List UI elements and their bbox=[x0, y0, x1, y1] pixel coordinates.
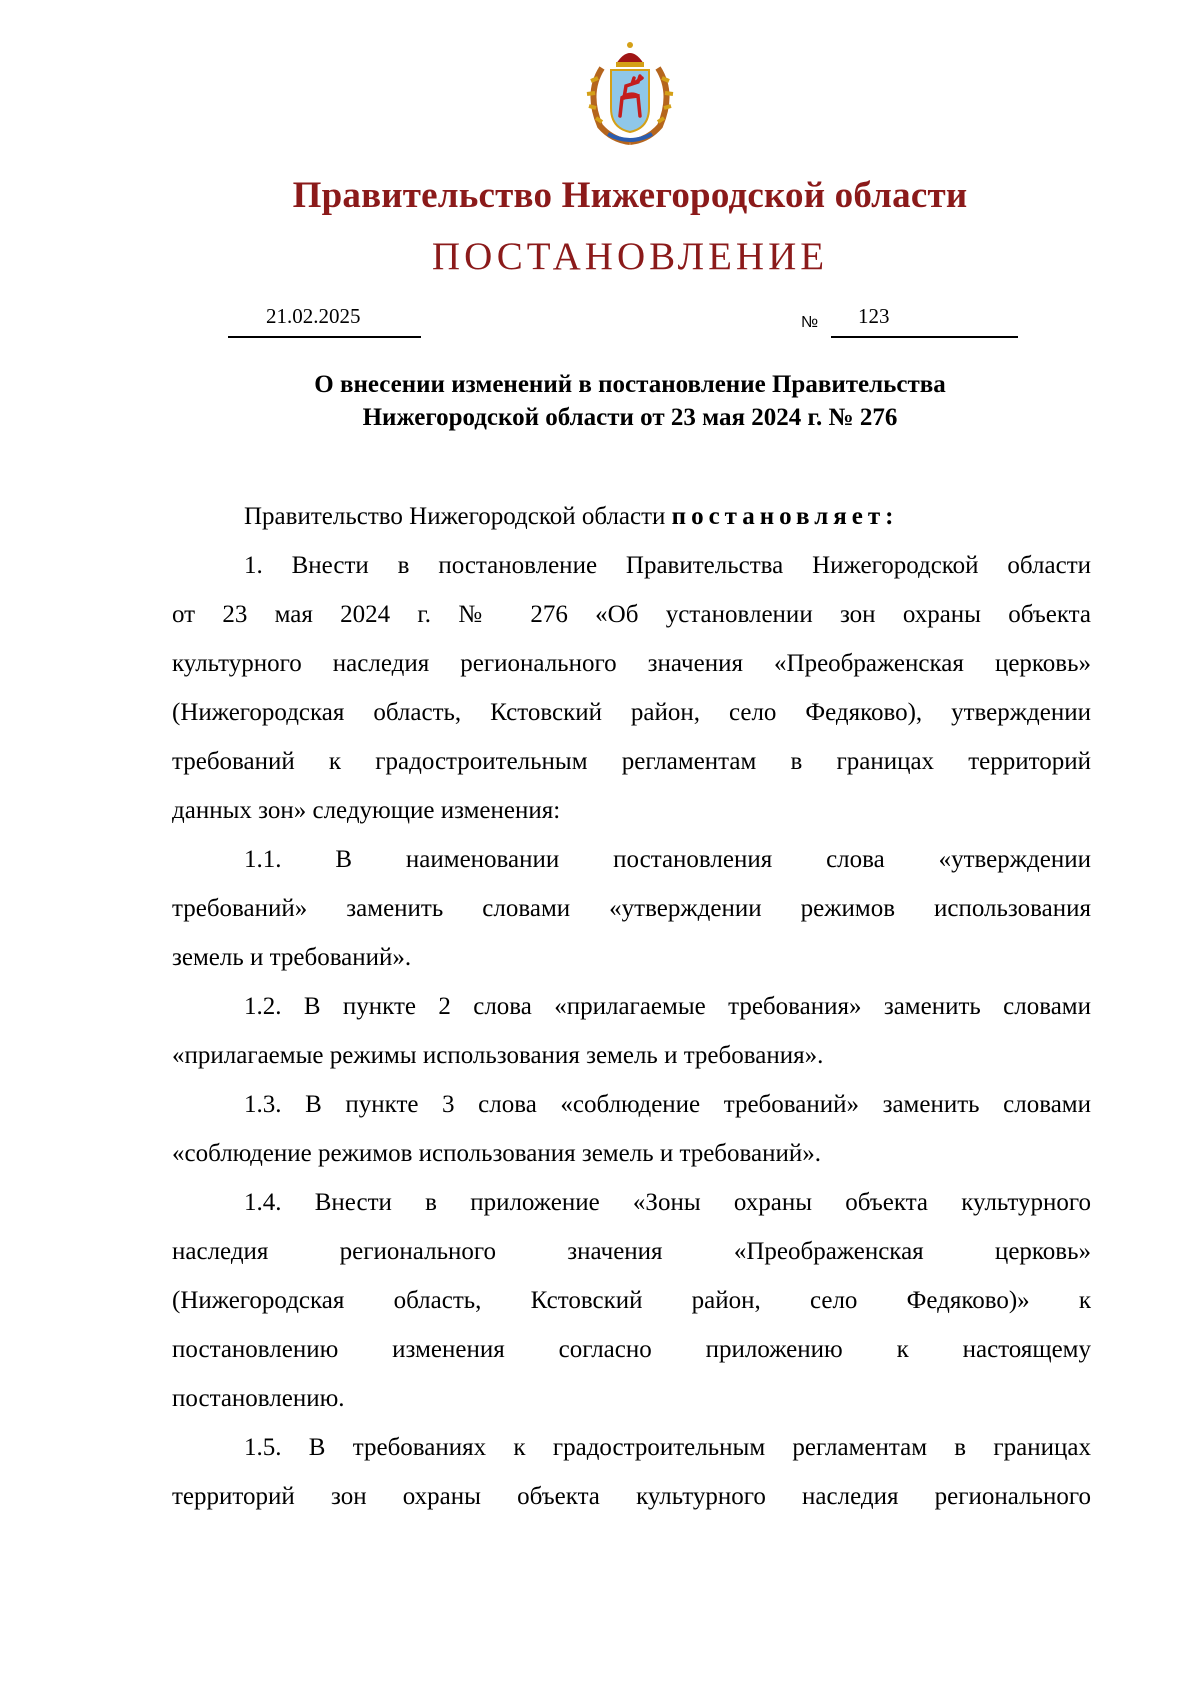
document-date: 21.02.2025 bbox=[266, 304, 361, 328]
number-field bbox=[831, 304, 1018, 338]
body-line: постановлению. bbox=[172, 1385, 345, 1412]
body-line: (Нижегородская область, Кстовский район, село Федяково), утверждении bbox=[172, 699, 1091, 726]
body-line: культурного наследия регионального значения «Преображенская церковь» bbox=[172, 650, 1091, 677]
date-field bbox=[228, 304, 421, 338]
body-line: земель и требований». bbox=[172, 944, 412, 971]
number-sign: № bbox=[801, 314, 819, 331]
coat-of-arms-emblem bbox=[580, 38, 680, 148]
preamble-action: постановляет: bbox=[671, 503, 899, 530]
body-line: наследия регионального значения «Преображенская церковь» bbox=[172, 1238, 1091, 1265]
preamble-text: Правительство Нижегородской области bbox=[244, 503, 672, 530]
subject-line: Нижегородской области от 23 мая 2024 г. № 276 bbox=[362, 404, 898, 431]
body-line: 1. Внести в постановление Правительства Нижегородской области bbox=[244, 552, 1091, 579]
body-line: (Нижегородская область, Кстовский район, село Федяково)» к bbox=[172, 1287, 1091, 1314]
body-line: территорий зон охраны объекта культурного наследия регионального bbox=[172, 1483, 1091, 1510]
body-line: 1.4. Внести в приложение «Зоны охраны объекта культурного bbox=[244, 1189, 1091, 1216]
body-line: требований к градостроительным регламентам в границах территорий bbox=[172, 748, 1091, 775]
body-line: данных зон» следующие изменения: bbox=[172, 797, 561, 824]
body-line: «соблюдение режимов использования земель и требований». bbox=[172, 1140, 821, 1167]
body-line: «прилагаемые режимы использования земель и требования». bbox=[172, 1042, 824, 1069]
document-subject bbox=[0, 368, 1200, 434]
document-body bbox=[172, 492, 1091, 1521]
organization-title: Правительство Нижегородской области bbox=[292, 175, 968, 216]
document-type-heading: ПОСТАНОВЛЕНИЕ bbox=[431, 235, 829, 278]
subject-line: О внесении изменений в постановление Правительства bbox=[314, 371, 946, 398]
body-line: 1.3. В пункте 3 слова «соблюдение требований» заменить словами bbox=[244, 1091, 1091, 1118]
preamble bbox=[172, 492, 1091, 541]
document-number: 123 bbox=[858, 304, 890, 328]
body-line: 1.2. В пункте 2 слова «прилагаемые требования» заменить словами bbox=[244, 993, 1091, 1020]
body-line: от 23 мая 2024 г. № 276 «Об установлении зон охраны объекта bbox=[172, 601, 1091, 628]
body-line: требований» заменить словами «утверждении режимов использования bbox=[172, 895, 1091, 922]
body-line: 1.1. В наименовании постановления слова «утверждении bbox=[244, 846, 1091, 873]
body-line: постановлению изменения согласно приложению к настоящему bbox=[172, 1336, 1091, 1363]
body-line: 1.5. В требованиях к градостроительным регламентам в границах bbox=[244, 1434, 1091, 1461]
